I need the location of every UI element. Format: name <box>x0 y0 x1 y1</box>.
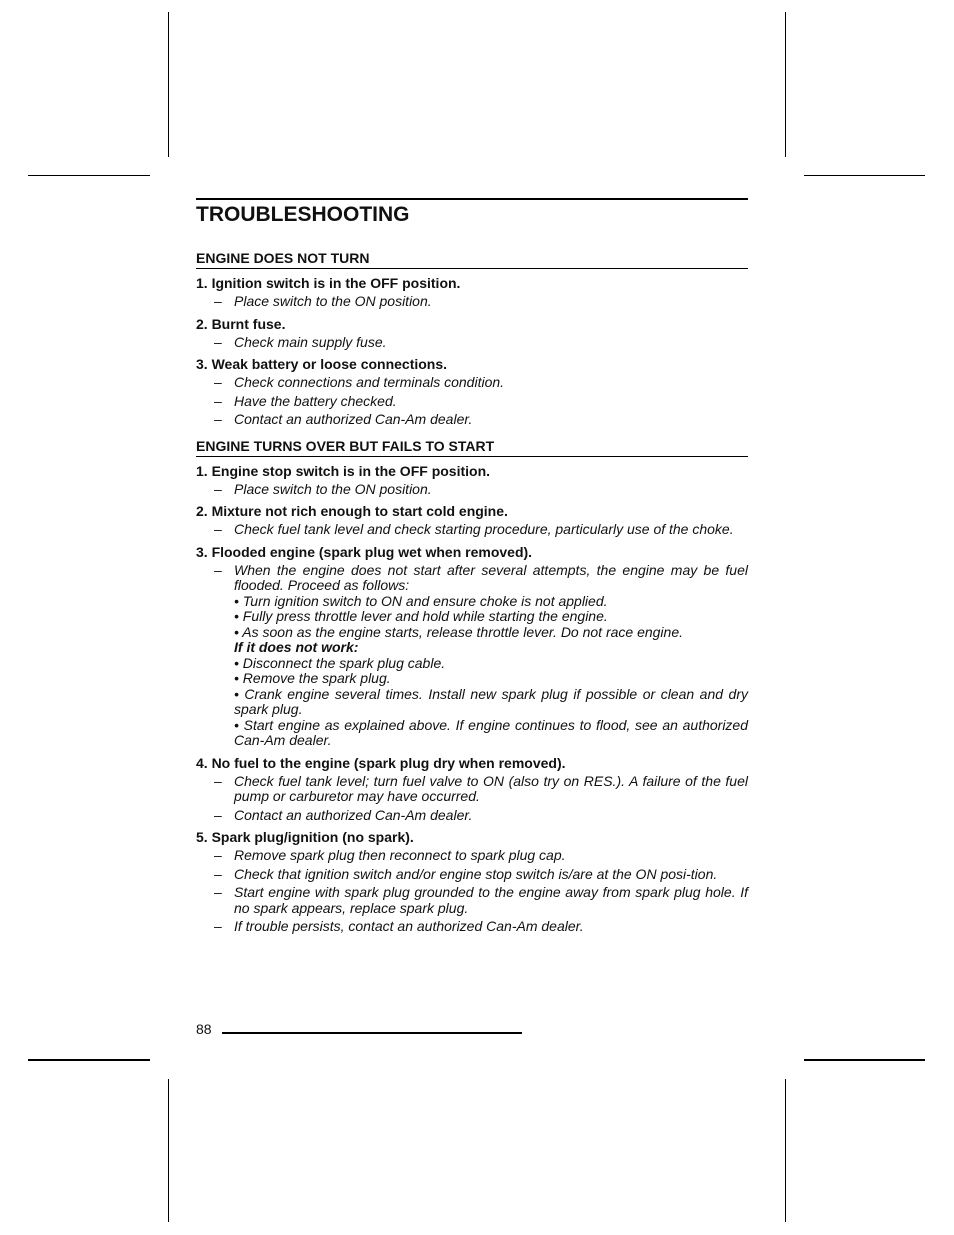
procedure-step: • Start engine as explained above. If engine continues to flood, see an authorized Can-Am dealer. <box>234 716 748 748</box>
dash-bullet: – <box>214 392 222 409</box>
procedure-step: • As soon as the engine starts, release throttle lever. Do not race engine. <box>234 623 684 640</box>
crop-mark <box>168 12 169 157</box>
section-title: ENGINE DOES NOT TURN <box>196 250 748 269</box>
procedure-step: • Remove the spark plug. <box>234 670 391 686</box>
procedure-note <box>234 640 748 656</box>
remedy-text: Have the battery checked. <box>234 392 397 409</box>
note-text: If it does not work: <box>234 639 359 655</box>
remedy-item <box>196 919 748 935</box>
page-number: 88 <box>196 1021 212 1037</box>
dash-bullet: – <box>214 865 222 882</box>
troubleshoot-section <box>196 438 748 935</box>
sections <box>196 250 748 935</box>
crop-mark <box>804 175 925 176</box>
crop-mark <box>168 1079 169 1222</box>
page-content <box>196 198 748 938</box>
remedy-text: Contact an authorized Can-Am dealer. <box>234 806 473 823</box>
remedy-item <box>196 563 748 749</box>
dash-bullet: – <box>214 411 222 427</box>
remedy-item <box>196 394 748 410</box>
dash-bullet: – <box>214 480 222 497</box>
remedy-item <box>196 848 748 864</box>
procedure-step: • Crank engine several times. Install new spark plug if possible or clean and dry spark plug. <box>234 685 748 717</box>
remedy-item <box>196 774 748 805</box>
problem-title: 1. Ignition switch is in the OFF position. <box>196 275 461 291</box>
procedure-step: • Disconnect the spark plug cable. <box>234 654 446 671</box>
remedy-item <box>196 885 748 916</box>
remedy-text: Place switch to the ON position. <box>234 480 432 497</box>
dash-bullet: – <box>214 772 222 789</box>
problem-title: 2. Burnt fuse. <box>196 315 286 332</box>
problem-title: 3. Weak battery or loose connections. <box>196 356 448 372</box>
remedy-text: If trouble persists, contact an authorized Can-Am dealer. <box>234 918 584 934</box>
problem-title: 4. No fuel to the engine (spark plug dry when removed). <box>196 754 566 771</box>
footer-rule <box>222 1032 522 1034</box>
crop-mark <box>785 1079 786 1222</box>
remedy-text: Check main supply fuse. <box>234 333 387 350</box>
remedy-text: Check that ignition switch and/or engine stop switch is/are at the ON posi-tion. <box>234 865 718 882</box>
dash-bullet: – <box>214 333 222 350</box>
procedure-step: • Fully press throttle lever and hold while starting the engine. <box>234 608 608 624</box>
remedy-item <box>196 294 748 310</box>
remedy-item <box>196 412 748 428</box>
remedy-item <box>196 375 748 391</box>
problem-title: 2. Mixture not rich enough to start cold engine. <box>196 503 508 519</box>
dash-bullet: – <box>214 918 222 934</box>
dash-bullet: – <box>214 374 222 390</box>
dash-bullet: – <box>214 521 222 537</box>
remedy-item <box>196 522 748 538</box>
dash-bullet: – <box>214 847 222 863</box>
remedy-text: Check fuel tank level and check starting procedure, particularly use of the choke. <box>234 521 734 537</box>
remedy-item <box>196 808 748 824</box>
dash-bullet: – <box>214 884 222 900</box>
crop-mark <box>804 1059 925 1061</box>
remedy-item <box>196 867 748 883</box>
dash-bullet: – <box>214 806 222 823</box>
remedy-text: Check connections and terminals condition. <box>234 374 505 390</box>
remedy-item <box>196 335 748 351</box>
remedy-text: Place switch to the ON position. <box>234 293 432 309</box>
procedure-step: • Turn ignition switch to ON and ensure choke is not applied. <box>234 592 608 609</box>
section-title: ENGINE TURNS OVER BUT FAILS TO START <box>196 438 748 457</box>
dash-bullet: – <box>214 293 222 309</box>
remedy-text: Check fuel tank level; turn fuel valve to ON (also try on RES.). A failure of the fuel pump or carburetor may have occurred. <box>234 772 748 804</box>
troubleshoot-section <box>196 250 748 428</box>
remedy-text: Remove spark plug then reconnect to spark plug cap. <box>234 847 566 863</box>
problem-title: 3. Flooded engine (spark plug wet when removed). <box>196 543 533 560</box>
dash-bullet: – <box>214 561 222 578</box>
remedy-text: Start engine with spark plug grounded to the engine away from spark plug hole. If no spark appears, replace spark plug. <box>234 884 748 916</box>
page-title: TROUBLESHOOTING <box>196 203 410 226</box>
page-footer <box>196 1021 522 1037</box>
remedy-item <box>196 482 748 498</box>
problem-title: 5. Spark plug/ignition (no spark). <box>196 829 414 845</box>
crop-mark <box>28 175 150 176</box>
remedy-text: Contact an authorized Can-Am dealer. <box>234 411 473 427</box>
remedy-text: When the engine does not start after several attempts, the engine may be fuel flooded. Proceed as follows: <box>234 561 748 593</box>
crop-mark <box>28 1059 150 1061</box>
crop-mark <box>785 12 786 157</box>
problem-title: 1. Engine stop switch is in the OFF position. <box>196 462 491 479</box>
